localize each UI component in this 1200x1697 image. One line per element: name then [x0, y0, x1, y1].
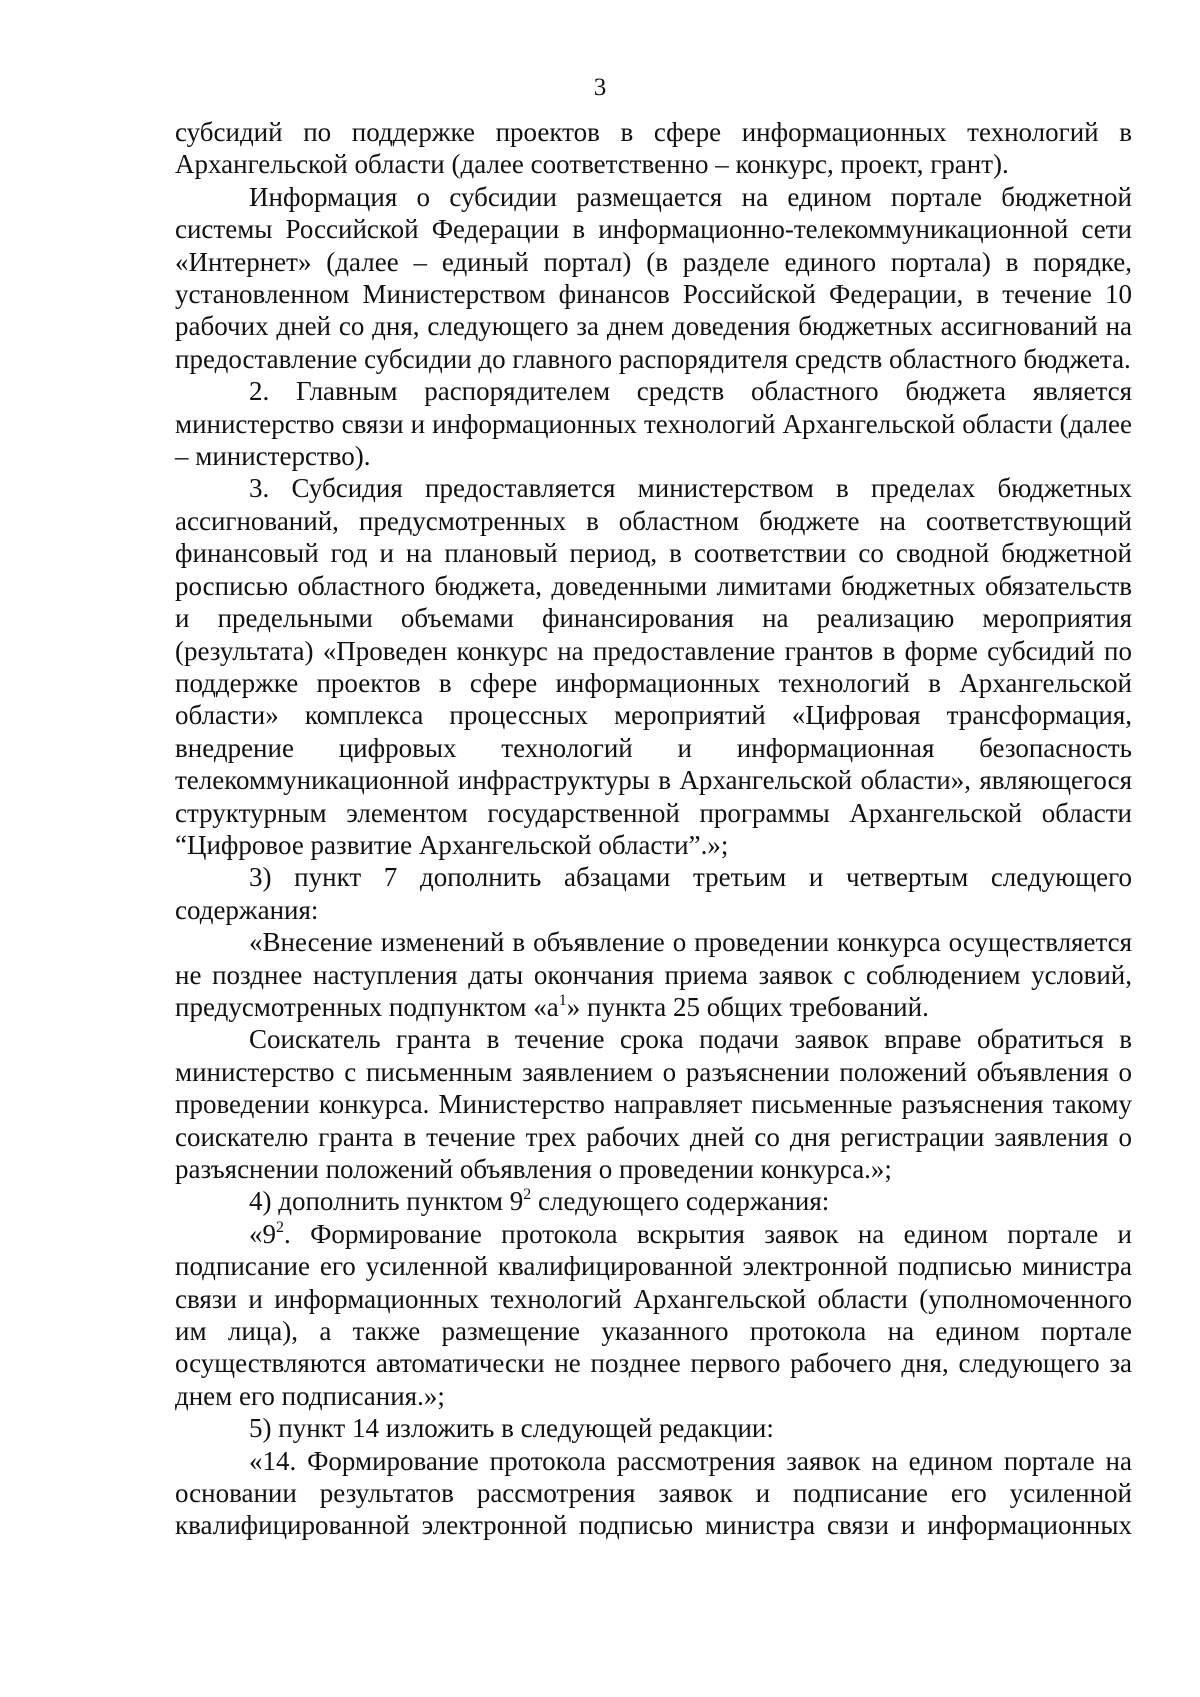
paragraph-text: Соискатель гранта в течение срока подачи заявок вправе обратиться в министерство с письменным заявлением о разъяснении положений объявления о проведении конкурса. Министерство направляет письменные разъяснения такому соискателю гранта в течение трех рабочих дней со дня регистрации заявления о разъяснении положений объявления о проведении конкурса.»; — [175, 1024, 1132, 1184]
paragraph-text: «Внесение изменений в объявление о проведении конкурса осуществляется не позднее наступления даты окончания приема заявок с соблюдением условий, предусмотренных подпунктом «а — [175, 927, 1132, 1022]
paragraph-text-after: следующего содержания: — [531, 1186, 830, 1217]
document-body — [175, 116, 1132, 1542]
paragraph-text: 3) пункт 7 дополнить абзацами третьим и четвертым следующего содержания: — [175, 862, 1132, 925]
paragraph-text: «14. Формирование протокола рассмотрения заявок на едином портале на основании результатов рассмотрения заявок и подписание его усиленной квалифицированной электронной подписью министра связи и информационных — [175, 1445, 1132, 1541]
paragraph-amendment-5 — [175, 1412, 1132, 1444]
paragraph-text: 2. Главным распорядителем средств областного бюджета является министерство связи и информационных технологий Архангельской области (далее – министерство). — [175, 376, 1132, 472]
paragraph-text: Информация о субсидии размещается на едином портале бюджетной системы Российской Федерации в информационно-телекоммуникационной сети «Интернет» (далее – единый портал) (в разделе единого портала) в порядке, установленном Министерством финансов Российской Федерации, в течение 10 рабочих дней со дня, следующего за днем доведения бюджетных ассигнований на предоставление субсидии до главного распорядителя средств областного бюджета. — [175, 181, 1132, 374]
paragraph-subsidy-info — [175, 181, 1132, 375]
paragraph-text-after: » пункта 25 общих требований. — [566, 991, 929, 1022]
paragraph-text: субсидий по поддержке проектов в сфере информационных технологий в Архангельской области (далее соответственно – конкурс, проект, грант). — [175, 117, 1132, 180]
paragraph-text: 3. Субсидия предоставляется министерством в пределах бюджетных ассигнований, предусмотренных в областном бюджете на соответствующий финансовый год и на плановый период, в соответствии со сводной бюджетной росписью областного бюджета, доведенными лимитами бюджетных обязательств и предельными объемами финансирования на реализацию мероприятия (результата) «Проведен конкурс на предоставление грантов в форме субсидий по поддержке проектов в сфере информационных технологий в Архангельской области» комплекса процессных мероприятий «Цифровая трансформация, внедрение цифровых технологий и информационная безопасность телекоммуникационной инфраструктуры в Архангельской области», являющегося структурным элементом государственной программы Архангельской области “Цифровое развитие Архангельской области”.»; — [175, 473, 1132, 860]
paragraph-text: 5) пункт 14 изложить в следующей редакции: — [249, 1413, 774, 1444]
superscript: 2 — [276, 1218, 284, 1236]
paragraph-amendment-3 — [175, 861, 1132, 926]
superscript: 1 — [558, 991, 567, 1009]
paragraph-text: «9 — [249, 1218, 276, 1249]
paragraph-item-2 — [175, 375, 1132, 472]
page-number: 3 — [593, 74, 607, 101]
paragraph-item-3 — [175, 472, 1132, 861]
paragraph-continuation — [175, 116, 1132, 181]
paragraph-amendment-4 — [175, 1185, 1132, 1217]
paragraph-text-after: . Формирование протокола вскрытия заявок на едином портале и подписание его усиленной квалифицированной электронной подписью министра связи и информационных технологий Архангельской области (уполномоченного им лица), а также размещение указанного протокола на едином портале осуществляются автоматически не позднее первого рабочего дня, следующего за днем его подписания.»; — [175, 1218, 1132, 1411]
paragraph-text: 4) дополнить пунктом 9 — [249, 1186, 524, 1217]
paragraph-applicant-clarification — [175, 1023, 1132, 1185]
paragraph-changes-announcement — [175, 926, 1132, 1023]
superscript: 2 — [523, 1186, 532, 1204]
paragraph-item-14 — [175, 1445, 1132, 1542]
paragraph-item-9-2 — [175, 1218, 1132, 1412]
